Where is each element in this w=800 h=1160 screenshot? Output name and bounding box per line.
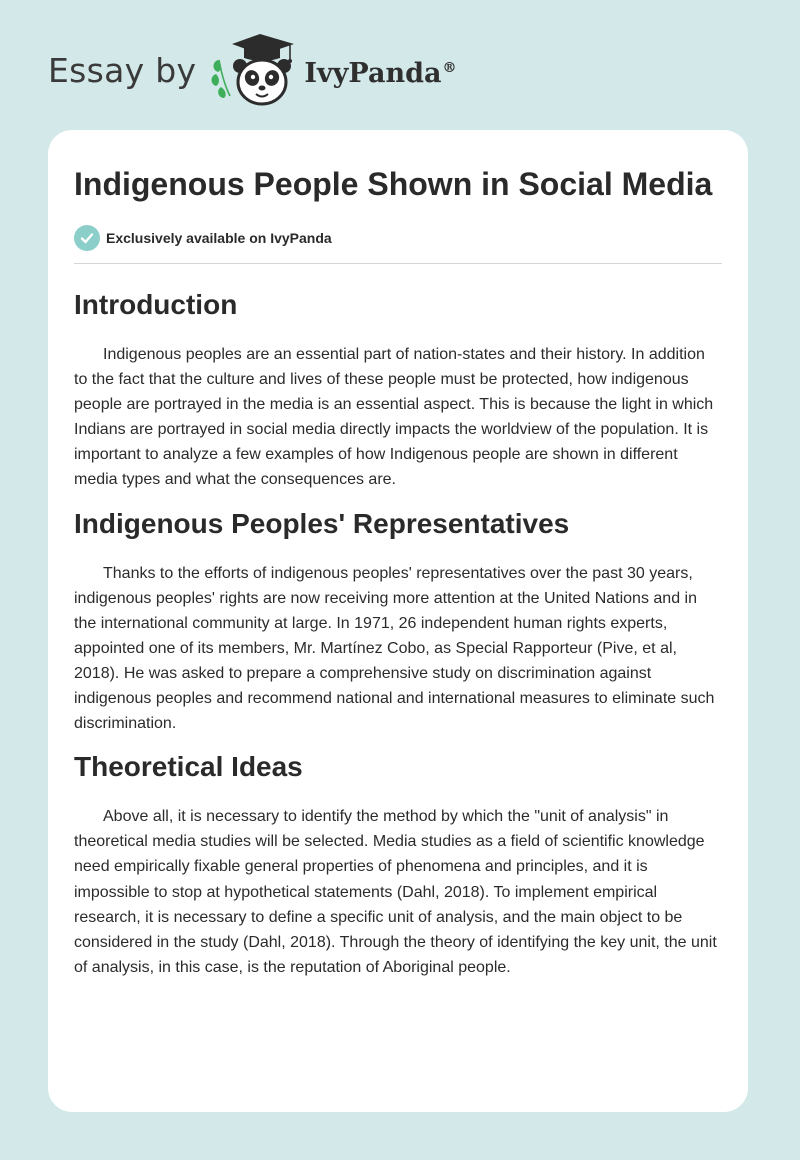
section-heading-representatives: Indigenous Peoples' Representatives xyxy=(74,507,570,539)
divider xyxy=(74,263,722,264)
check-icon xyxy=(74,225,100,251)
panda-graduate-icon[interactable] xyxy=(210,30,300,110)
section-paragraph-theoretical-ideas: Above all, it is necessary to identify the method by which the "unit of analysis" in theoretical media studies will be selected. Media studies as a field of scientific knowledge need empirically fixable general properties of phenomena and principles, and it is impossible to stop at hypothetical statements (Dahl, 2018). To implement empirical research, it is necessary to define a specific unit of analysis, and the main object to be considered in the study (Dahl, 2018). Through the theory of identifying the key unit, the unit of analysis, in this case, is the reputation of Aboriginal people. xyxy=(74,808,717,976)
site-header xyxy=(48,30,456,110)
section-paragraph-representatives: Thanks to the efforts of indigenous peoples' representatives over the past 30 years, indigenous peoples' rights are now receiving more attention at the United Nations and in the international community at large. In 1971, 26 independent human rights experts, appointed one of its members, Mr. Martínez Cobo, as Special Rapporteur (Pive, et al, 2018). He was asked to prepare a comprehensive study on discrimination against indigenous peoples and recommend national and international measures to eliminate such discrimination. xyxy=(74,564,715,733)
essay-by-label: Essay by xyxy=(48,50,197,90)
essay-card xyxy=(48,130,748,1112)
brand-name[interactable]: IvyPanda® xyxy=(304,57,457,89)
section-heading-theoretical-ideas: Theoretical Ideas xyxy=(74,751,303,783)
section-paragraph-introduction: Indigenous peoples are an essential part of nation-states and their history. In addition to the fact that the culture and lives of these people must be protected, how indigenous people are portrayed in the media is an essential aspect. This is because the light in which Indians are portrayed in social media directly impacts the worldview of the population. It is important to analyze a few examples of how Indigenous people are shown in different media types and what the consequences are. xyxy=(74,346,714,489)
page-title: Indigenous People Shown in Social Media xyxy=(74,166,713,202)
exclusive-text: Exclusively available on IvyPanda xyxy=(106,230,332,246)
section-heading-introduction: Introduction xyxy=(74,289,238,320)
exclusive-badge xyxy=(74,225,722,251)
